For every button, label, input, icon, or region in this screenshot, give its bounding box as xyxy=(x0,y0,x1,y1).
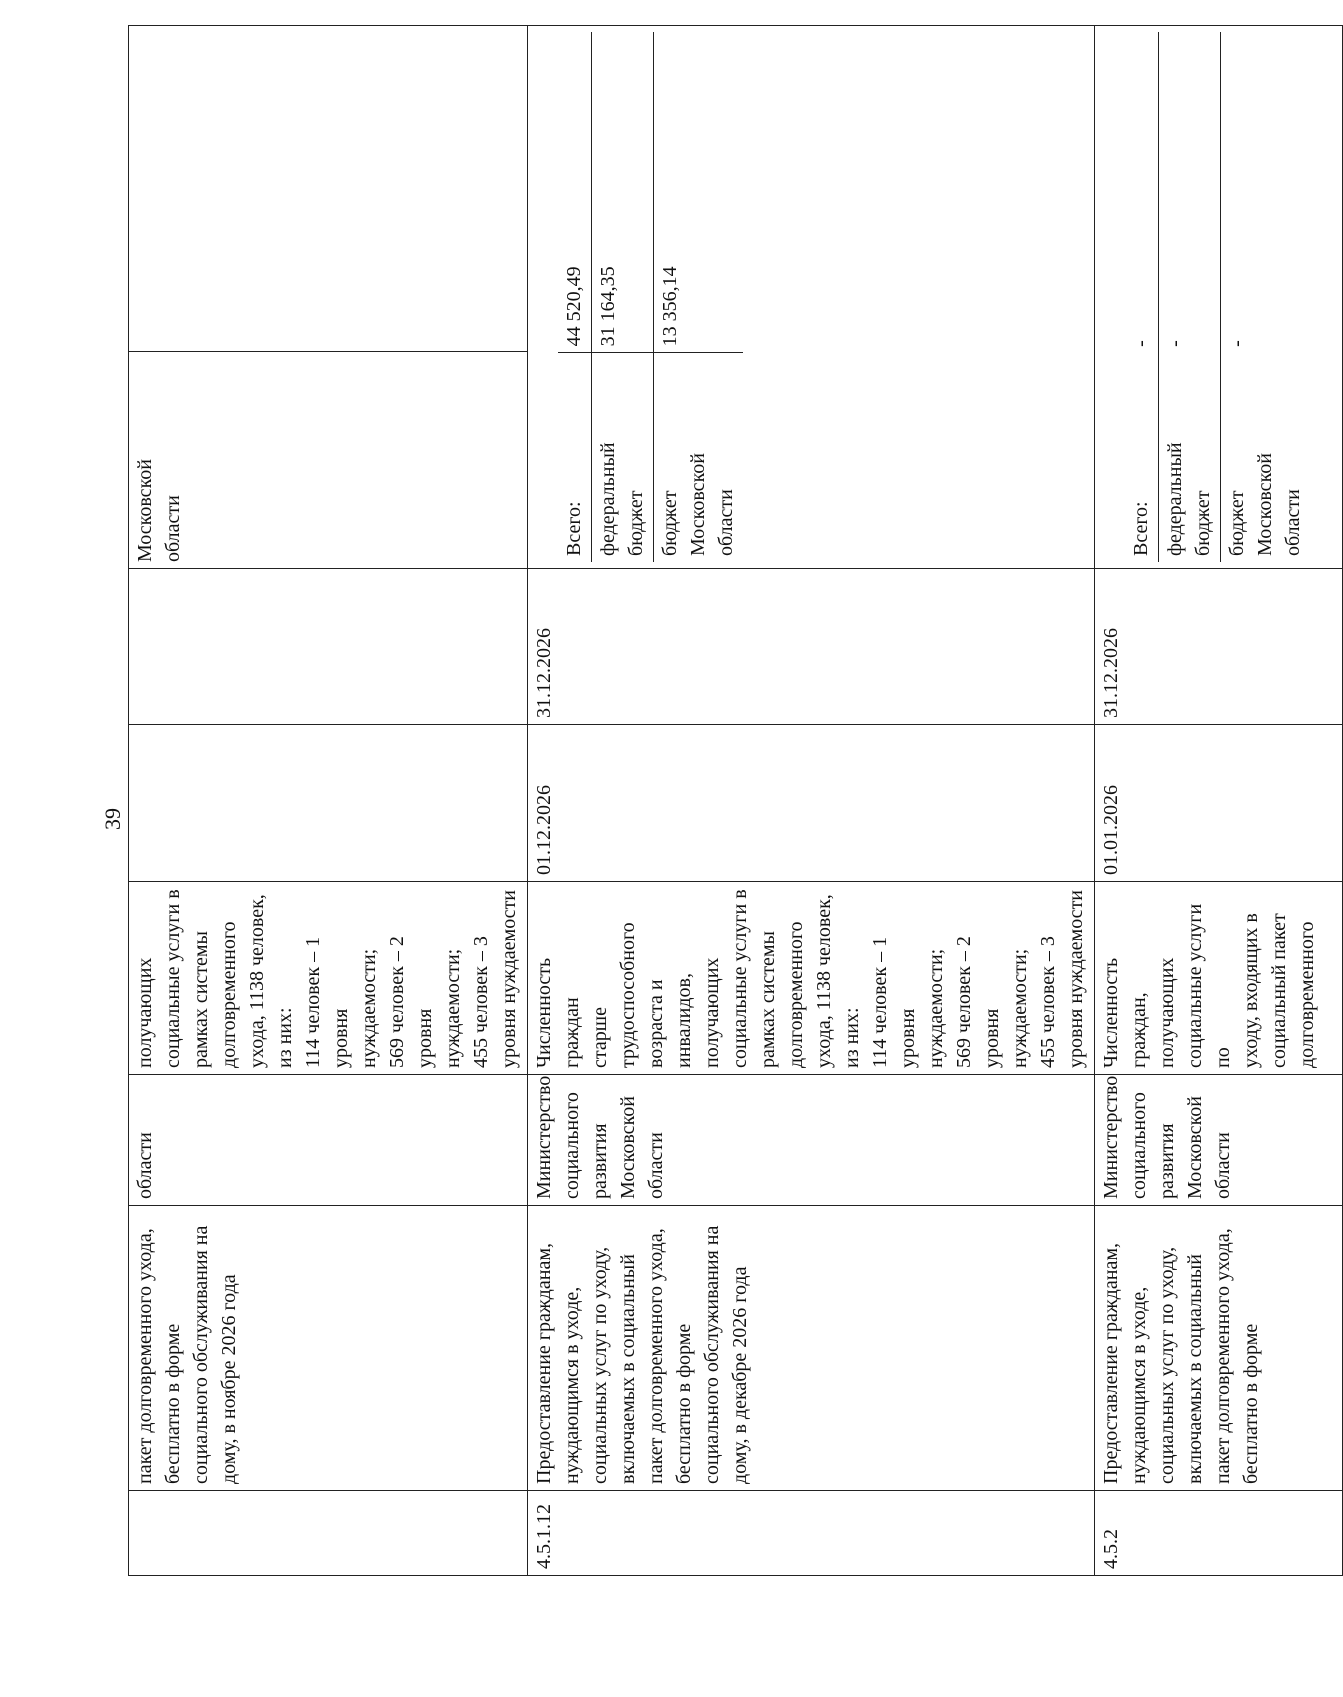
end-date-cell: 31.12.2026 xyxy=(528,569,1095,725)
funding-source-label: Всего: xyxy=(1130,501,1152,556)
funding-source-cell: Московской области xyxy=(129,352,528,569)
financing-row-regional xyxy=(654,32,744,562)
funding-source-label: федеральный бюджет xyxy=(592,353,654,562)
financing-table xyxy=(1125,32,1310,562)
table-row xyxy=(528,26,1095,1576)
table-row xyxy=(129,26,528,1576)
funding-amount-value: - xyxy=(1221,32,1311,353)
funding-amount-value: 44 520,49 xyxy=(558,32,592,353)
page-number: 39 xyxy=(100,808,125,830)
financing-row-total xyxy=(558,32,592,562)
rotated-table-wrapper xyxy=(128,70,1318,1576)
financing-row-federal xyxy=(592,32,654,562)
row-number-cell: 4.5.1.12 xyxy=(528,1491,1095,1576)
end-date-cell xyxy=(129,569,528,725)
measure-name-cell: Предоставление гражданам, нуждающимся в уходе, социальных услуг по уходу, включаемых в социальный пакет долговременного ухода, бесплатно в форме xyxy=(1095,1206,1343,1491)
result-indicator-cell: Численность граждан старше трудоспособного возраста и инвалидов, получающих социальные услуги в рамках системы долговременного ухода, 1138 человек, из них: 114 человек – 1 уровня нуждаемости; 569 человек – 2 уровня нуждаемости; 455 человек – 3 уровня нуждаемости xyxy=(528,882,1095,1075)
financing-cell xyxy=(1095,26,1343,569)
funding-amount-value: - xyxy=(1159,32,1221,353)
funding-amount-value: 13 356,14 xyxy=(654,32,744,353)
financing-row-total xyxy=(1125,32,1159,562)
funding-amount-cell xyxy=(129,26,528,352)
funding-source-label: федеральный бюджет xyxy=(1159,353,1221,562)
result-indicator-cell: Численность граждан, получающих социальные услуги по уходу, входящих в социальный пакет долговременного xyxy=(1095,882,1343,1075)
table-row xyxy=(1095,26,1343,1576)
funding-source-label: бюджет Московской области xyxy=(1221,353,1311,562)
responsible-org-cell: области xyxy=(129,1075,528,1206)
financing-row-regional xyxy=(1221,32,1311,562)
measures-table xyxy=(128,25,1343,1576)
funding-amount-value: 31 164,35 xyxy=(592,32,654,353)
end-date-cell: 31.12.2026 xyxy=(1095,569,1343,725)
row-number-cell xyxy=(129,1491,528,1576)
start-date-cell: 01.01.2026 xyxy=(1095,725,1343,882)
responsible-org-cell: Министерство социального развития Московской области xyxy=(528,1075,1095,1206)
financing-cell xyxy=(528,26,1095,569)
measure-name-cell: пакет долговременного ухода, бесплатно в форме социального обслуживания на дому, в ноябре 2026 года xyxy=(129,1206,528,1491)
financing-row-federal xyxy=(1159,32,1221,562)
funding-source-label: Всего: xyxy=(563,501,585,556)
funding-amount-value: - xyxy=(1130,340,1152,347)
measure-name-cell: Предоставление гражданам, нуждающимся в уходе, социальных услуг по уходу, включаемых в социальный пакет долговременного ухода, бесплатно в форме социального обслуживания на дому, в декабре 2026 года xyxy=(528,1206,1095,1491)
start-date-cell: 01.12.2026 xyxy=(528,725,1095,882)
row-number-cell: 4.5.2 xyxy=(1095,1491,1343,1576)
financing-table xyxy=(558,32,743,562)
start-date-cell xyxy=(129,725,528,882)
responsible-org-cell: Министерство социального развития Московской области xyxy=(1095,1075,1343,1206)
result-indicator-cell: получающих социальные услуги в рамках системы долговременного ухода, 1138 человек, из них: 114 человек – 1 уровня нуждаемости; 569 человек – 2 уровня нуждаемости; 455 человек – 3 уровня нуждаемости xyxy=(129,882,528,1075)
funding-source-label: бюджет Московской области xyxy=(654,353,744,562)
